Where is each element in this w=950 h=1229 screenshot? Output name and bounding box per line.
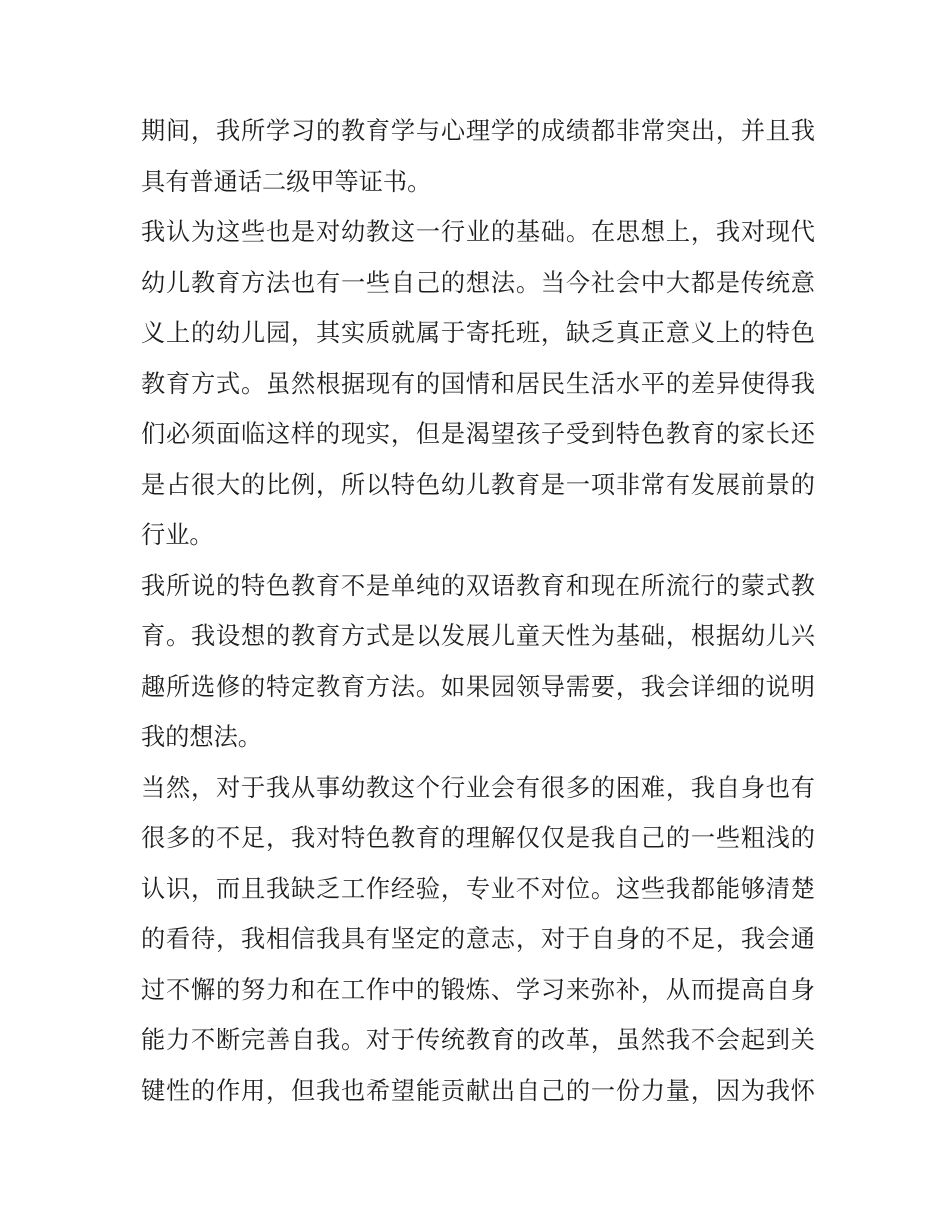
paragraph-2 [141,207,815,561]
text-line: 行业。 [141,521,214,549]
text-line: 是占很大的比例，所以特色幼儿教育是一项非常有发展前景的 [141,470,815,499]
text-line: 认识，而且我缺乏工作经验，专业不对位。这些我都能够清楚 [141,874,815,903]
document-body [141,106,815,1116]
text-line: 幼儿教育方法也有一些自己的想法。当今社会中大都是传统意 [141,268,815,297]
text-line: 们必须面临这样的现实，但是渴望孩子受到特色教育的家长还 [141,420,815,448]
text-line: 育。我设想的教育方式是以发展儿童天性为基础，根据幼儿兴 [141,622,815,650]
text-line: 能力不断完善自我。对于传统教育的改革，虽然我不会起到关 [141,1026,815,1054]
text-line: 我所说的特色教育不是单纯的双语教育和现在所流行的蒙式教 [141,571,815,600]
paragraph-4 [141,763,815,1117]
text-line: 键性的作用，但我也希望能贡献出自己的一份力量，因为我怀 [141,1076,815,1105]
text-line: 我认为这些也是对幼教这一行业的基础。在思想上，我对现代 [141,218,815,246]
text-line: 我的想法。 [141,723,262,751]
text-line: 义上的幼儿园，其实质就属于寄托班，缺乏真正意义上的特色 [141,319,815,347]
text-line: 过不懈的努力和在工作中的锻炼、学习来弥补，从而提高自身 [141,975,815,1004]
text-line: 趣所选修的特定教育方法。如果园领导需要，我会详细的说明 [141,672,815,701]
text-line: 期间，我所学习的教育学与心理学的成绩都非常突出，并且我 [141,117,815,145]
text-line: 教育方式。虽然根据现有的国情和居民生活水平的差异使得我 [141,369,815,398]
text-line: 的看待，我相信我具有坚定的意志，对于自身的不足，我会通 [141,925,815,953]
text-line: 具有普通话二级甲等证书。 [141,167,432,196]
text-line: 很多的不足，我对特色教育的理解仅仅是我自己的一些粗浅的 [141,824,815,852]
paragraph-3 [141,561,815,763]
text-line: 当然，对于我从事幼教这个行业会有很多的困难，我自身也有 [141,773,815,802]
paragraph-1 [141,106,815,207]
